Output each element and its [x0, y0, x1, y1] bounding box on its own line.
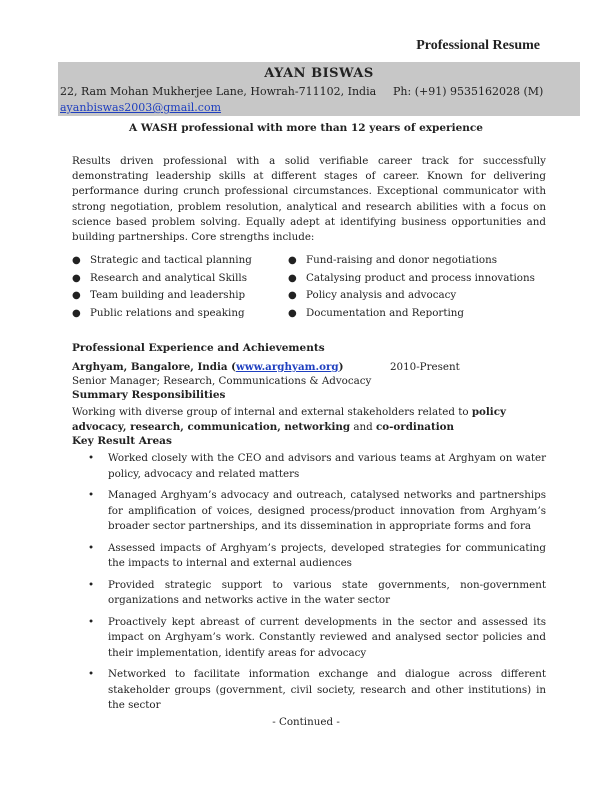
- summary-responsibilities-text: Working with diverse group of internal and external stakeholders related to policy advocacy, research, communication, networking and co-ordination: [72, 406, 506, 433]
- list-item: • Assessed impacts of Arghyam’s projects, developed strategies for communicating the impacts to internal and external audiences: [88, 541, 546, 569]
- key-result-areas-list: [72, 451, 546, 720]
- summary-responsibilities-heading: Summary Responsibilities: [72, 389, 226, 401]
- bullet-icon: •: [88, 615, 95, 628]
- section-heading-experience: Professional Experience and Achievements: [72, 342, 325, 354]
- list-item: ● Public relations and speaking: [72, 305, 288, 323]
- strengths-left-column: [72, 252, 288, 322]
- employer: Arghyam, Bangalore, India (www.arghyam.org): [72, 361, 344, 373]
- list-item: ● Strategic and tactical planning: [72, 252, 288, 270]
- list-item: • Proactively kept abreast of current developments in the sector and assessed its impact on Arghyam’s work. Constantly reviewed and analysed sector policies and their implementation, identify areas for advocacy: [88, 615, 546, 659]
- strengths-right-column: [288, 252, 535, 322]
- tagline: A WASH professional with more than 12 years of experience: [129, 122, 483, 134]
- bullet-icon: ●: [288, 290, 297, 301]
- bullet-icon: •: [88, 668, 95, 680]
- bullet-icon: ●: [72, 255, 81, 266]
- contact-band: [58, 62, 580, 116]
- employer-website-link[interactable]: www.arghyam.org: [236, 361, 339, 373]
- list-item: ● Fund-raising and donor negotiations: [288, 252, 535, 270]
- bullet-icon: ●: [288, 272, 297, 284]
- bullet-icon: ●: [72, 272, 81, 284]
- page-title: Professional Resume: [416, 38, 540, 53]
- address: 22, Ram Mohan Mukherjee Lane, Howrah-711102, India: [60, 85, 377, 98]
- core-strengths: [72, 252, 546, 322]
- list-item: • Worked closely with the CEO and advisors and various teams at Arghyam on water policy, advocacy and related matters: [88, 452, 546, 480]
- bullet-icon: •: [88, 489, 95, 501]
- continued-footer: - Continued -: [272, 716, 340, 728]
- email-link[interactable]: ayanbiswas2003@gmail.com: [60, 101, 222, 114]
- bullet-icon: ●: [72, 307, 81, 319]
- phone-number: Ph: (+91) 9535162028 (M): [393, 85, 544, 98]
- list-item: ● Catalysing product and process innovations: [288, 270, 535, 288]
- bullet-icon: ●: [72, 290, 81, 301]
- candidate-name: AYAN BISWAS: [264, 66, 374, 81]
- list-item: • Managed Arghyam’s advocacy and outreach, catalysed networks and partnerships for amplification of voices, designed process/product innovation from Arghyam’s broader sector partnerships, and its dissemination in appropriate forms and fora: [88, 489, 546, 532]
- list-item: ● Team building and leadership: [72, 287, 288, 305]
- list-item: • Provided strategic support to various state governments, non-government organizations and networks active in the water sector: [88, 578, 546, 606]
- bullet-icon: •: [88, 541, 95, 554]
- list-item: • Networked to facilitate information exchange and dialogue across different stakeholder groups (government, civil society, research and other institutions) in the sector: [88, 668, 546, 711]
- list-item: ● Documentation and Reporting: [288, 305, 535, 323]
- bullet-icon: •: [88, 578, 95, 591]
- employment-period: 2010-Present: [390, 361, 460, 373]
- bullet-icon: •: [88, 452, 95, 464]
- bullet-icon: ●: [288, 255, 297, 266]
- list-item: ● Policy analysis and advocacy: [288, 287, 535, 305]
- bullet-icon: ●: [288, 307, 297, 319]
- profile-summary: Results driven professional with a solid verifiable career track for successfully demonstrating leadership skills at different stages of career. Known for delivering performance during crunch professional circumstances. Exceptional communicator with strong negotiation, problem resolution, analytical and research abilities with a focus on science based problem solving. Equally adept at identifying business opportunities and building partnerships. Core strengths include:: [72, 155, 546, 244]
- key-result-areas-heading: Key Result Areas: [72, 435, 172, 447]
- job-role: Senior Manager; Research, Communications & Advocacy: [72, 375, 372, 387]
- list-item: ● Research and analytical Skills: [72, 270, 288, 288]
